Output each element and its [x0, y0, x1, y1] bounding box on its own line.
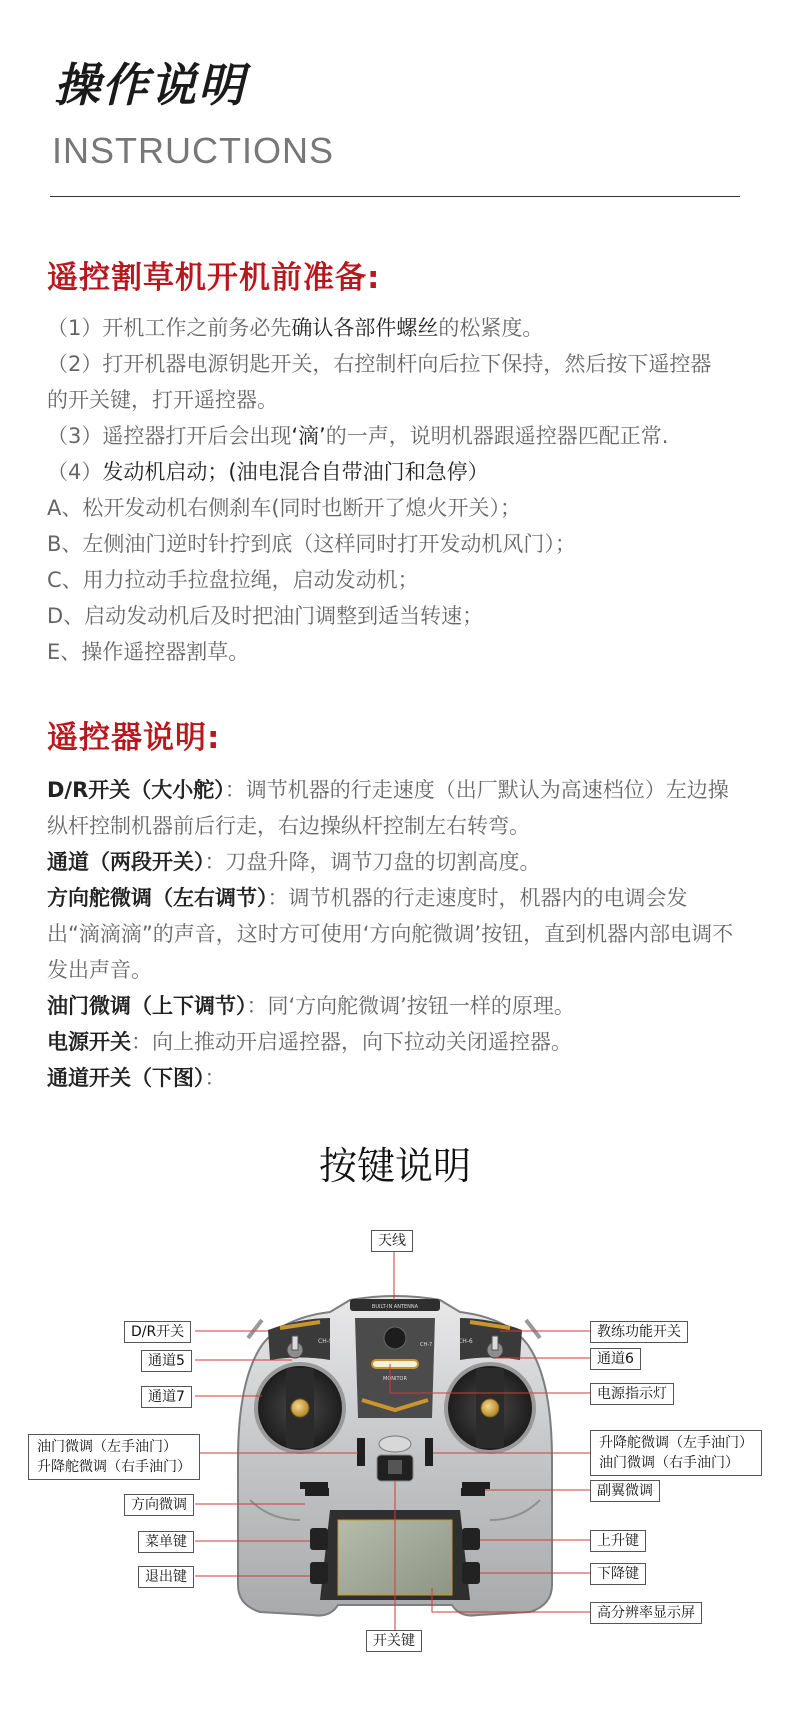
callout-dr-switch: D/R开关 [124, 1321, 191, 1343]
right-horizontal-trim [462, 1482, 490, 1489]
callout-ch6: 通道6 [590, 1348, 641, 1370]
right-antenna-stub [526, 1320, 540, 1338]
prep-heading: 遥控割草机开机前准备: [47, 260, 381, 296]
right-vertical-trim [425, 1438, 433, 1466]
callout-left-trim-1: 油门微调（左手油门） [37, 1439, 177, 1455]
callout-left-trim-2: 升降舵微调（右手油门） [37, 1459, 191, 1475]
ch6-print: CH-6 [458, 1338, 473, 1345]
remote-item: 通道开关（下图）： [47, 1066, 226, 1090]
remote-item: 油门微调（上下调节）：同‘方向舵微调’按钮一样的原理。 [47, 994, 575, 1018]
callout-display: 高分辨率显示屏 [590, 1602, 702, 1624]
callout-up-key: 上升键 [590, 1530, 646, 1552]
callout-ch7: 通道7 [141, 1386, 192, 1408]
callout-right-trims [590, 1430, 762, 1476]
callout-power-led: 电源指示灯 [590, 1383, 674, 1405]
prep-substep: A、松开发动机右侧刹车(同时也断开了熄火开关）； [47, 496, 522, 520]
callout-right-trim-1: 升降舵微调（左手油门） [599, 1435, 753, 1451]
callout-power-key: 开关键 [366, 1630, 422, 1652]
page-subtitle: INSTRUCTIONS [52, 130, 334, 171]
callout-trainer-switch: 教练功能开关 [590, 1321, 688, 1343]
callout-menu-key: 菜单键 [138, 1531, 194, 1553]
left-antenna-stub [248, 1320, 262, 1338]
callout-right-trim-2: 油门微调（右手油门） [599, 1455, 739, 1471]
prep-substep: C、用力拉动手拉盘拉绳，启动发动机； [47, 568, 419, 592]
prep-step-2: （2）打开机器电源钥匙开关，右控制杆向后拉下保持，然后按下遥控器的开关键，打开遥控器。 [47, 352, 712, 412]
ch7-print: CH-7 [420, 1342, 433, 1348]
up-key [462, 1528, 480, 1550]
down-key [462, 1562, 480, 1584]
exit-key [310, 1562, 328, 1584]
left-horizontal-trim [300, 1482, 328, 1489]
page-title: 操作说明 [54, 58, 246, 112]
antenna-print: BUILT-IN ANTENNA [371, 1304, 419, 1310]
remote-item: 方向舵微调（左右调节）：调节机器的行走速度时，机器内的电调会发出“滴滴滴”的声音，这时方可使用‘方向舵微调’按钮，直到机器内部电调不发出声音。 [47, 886, 734, 982]
prep-substep: D、启动发动机后及时把油门调整到适当转速； [47, 604, 484, 628]
power-indicator-light [372, 1360, 418, 1368]
callout-ch5: 通道5 [141, 1350, 192, 1372]
diagram-title: 按键说明 [318, 1144, 471, 1188]
ch5-print: CH-5 [318, 1338, 333, 1345]
monitor-print: MONITOR [383, 1376, 407, 1382]
left-vertical-trim [357, 1438, 365, 1466]
remote-item: 电源开关：向上推动开启遥控器，向下拉动关闭遥控器。 [47, 1030, 572, 1054]
remote-heading: 遥控器说明: [47, 720, 221, 756]
remote-item: 通道（两段开关）：刀盘升降，调节刀盘的切割高度。 [47, 850, 541, 874]
menu-key [310, 1528, 328, 1550]
prep-step-1: （1）开机工作之前务必先确认各部件螺丝的松紧度。 [47, 316, 544, 340]
right-stick [481, 1399, 499, 1417]
callout-down-key: 下降键 [590, 1563, 646, 1585]
prep-step-4: （4）发动机启动；(油电混合自带油门和急停） [47, 460, 489, 484]
left-stick [291, 1399, 309, 1417]
prep-substep: E、操作遥控器割草。 [47, 640, 250, 664]
callout-aileron-trim: 副翼微调 [590, 1480, 660, 1502]
callout-antenna: 天线 [371, 1230, 413, 1252]
callout-rudder-trim: 方向微调 [124, 1494, 194, 1516]
callout-exit-key: 退出键 [138, 1566, 194, 1588]
callout-left-trims [28, 1434, 200, 1480]
remote-item: D/R开关（大小舵）：调节机器的行走速度（出厂默认为高速档位）左边操纵杆控制机器前后行走，右边操纵杆控制左右转弯。 [47, 778, 729, 838]
prep-substep: B、左侧油门逆时针拧到底（这样同时打开发动机风门）； [47, 532, 576, 556]
ch7-knob [384, 1327, 406, 1349]
prep-step-3: （3）遥控器打开后会出现‘滴’的一声，说明机器跟遥控器匹配正常. [47, 424, 669, 448]
